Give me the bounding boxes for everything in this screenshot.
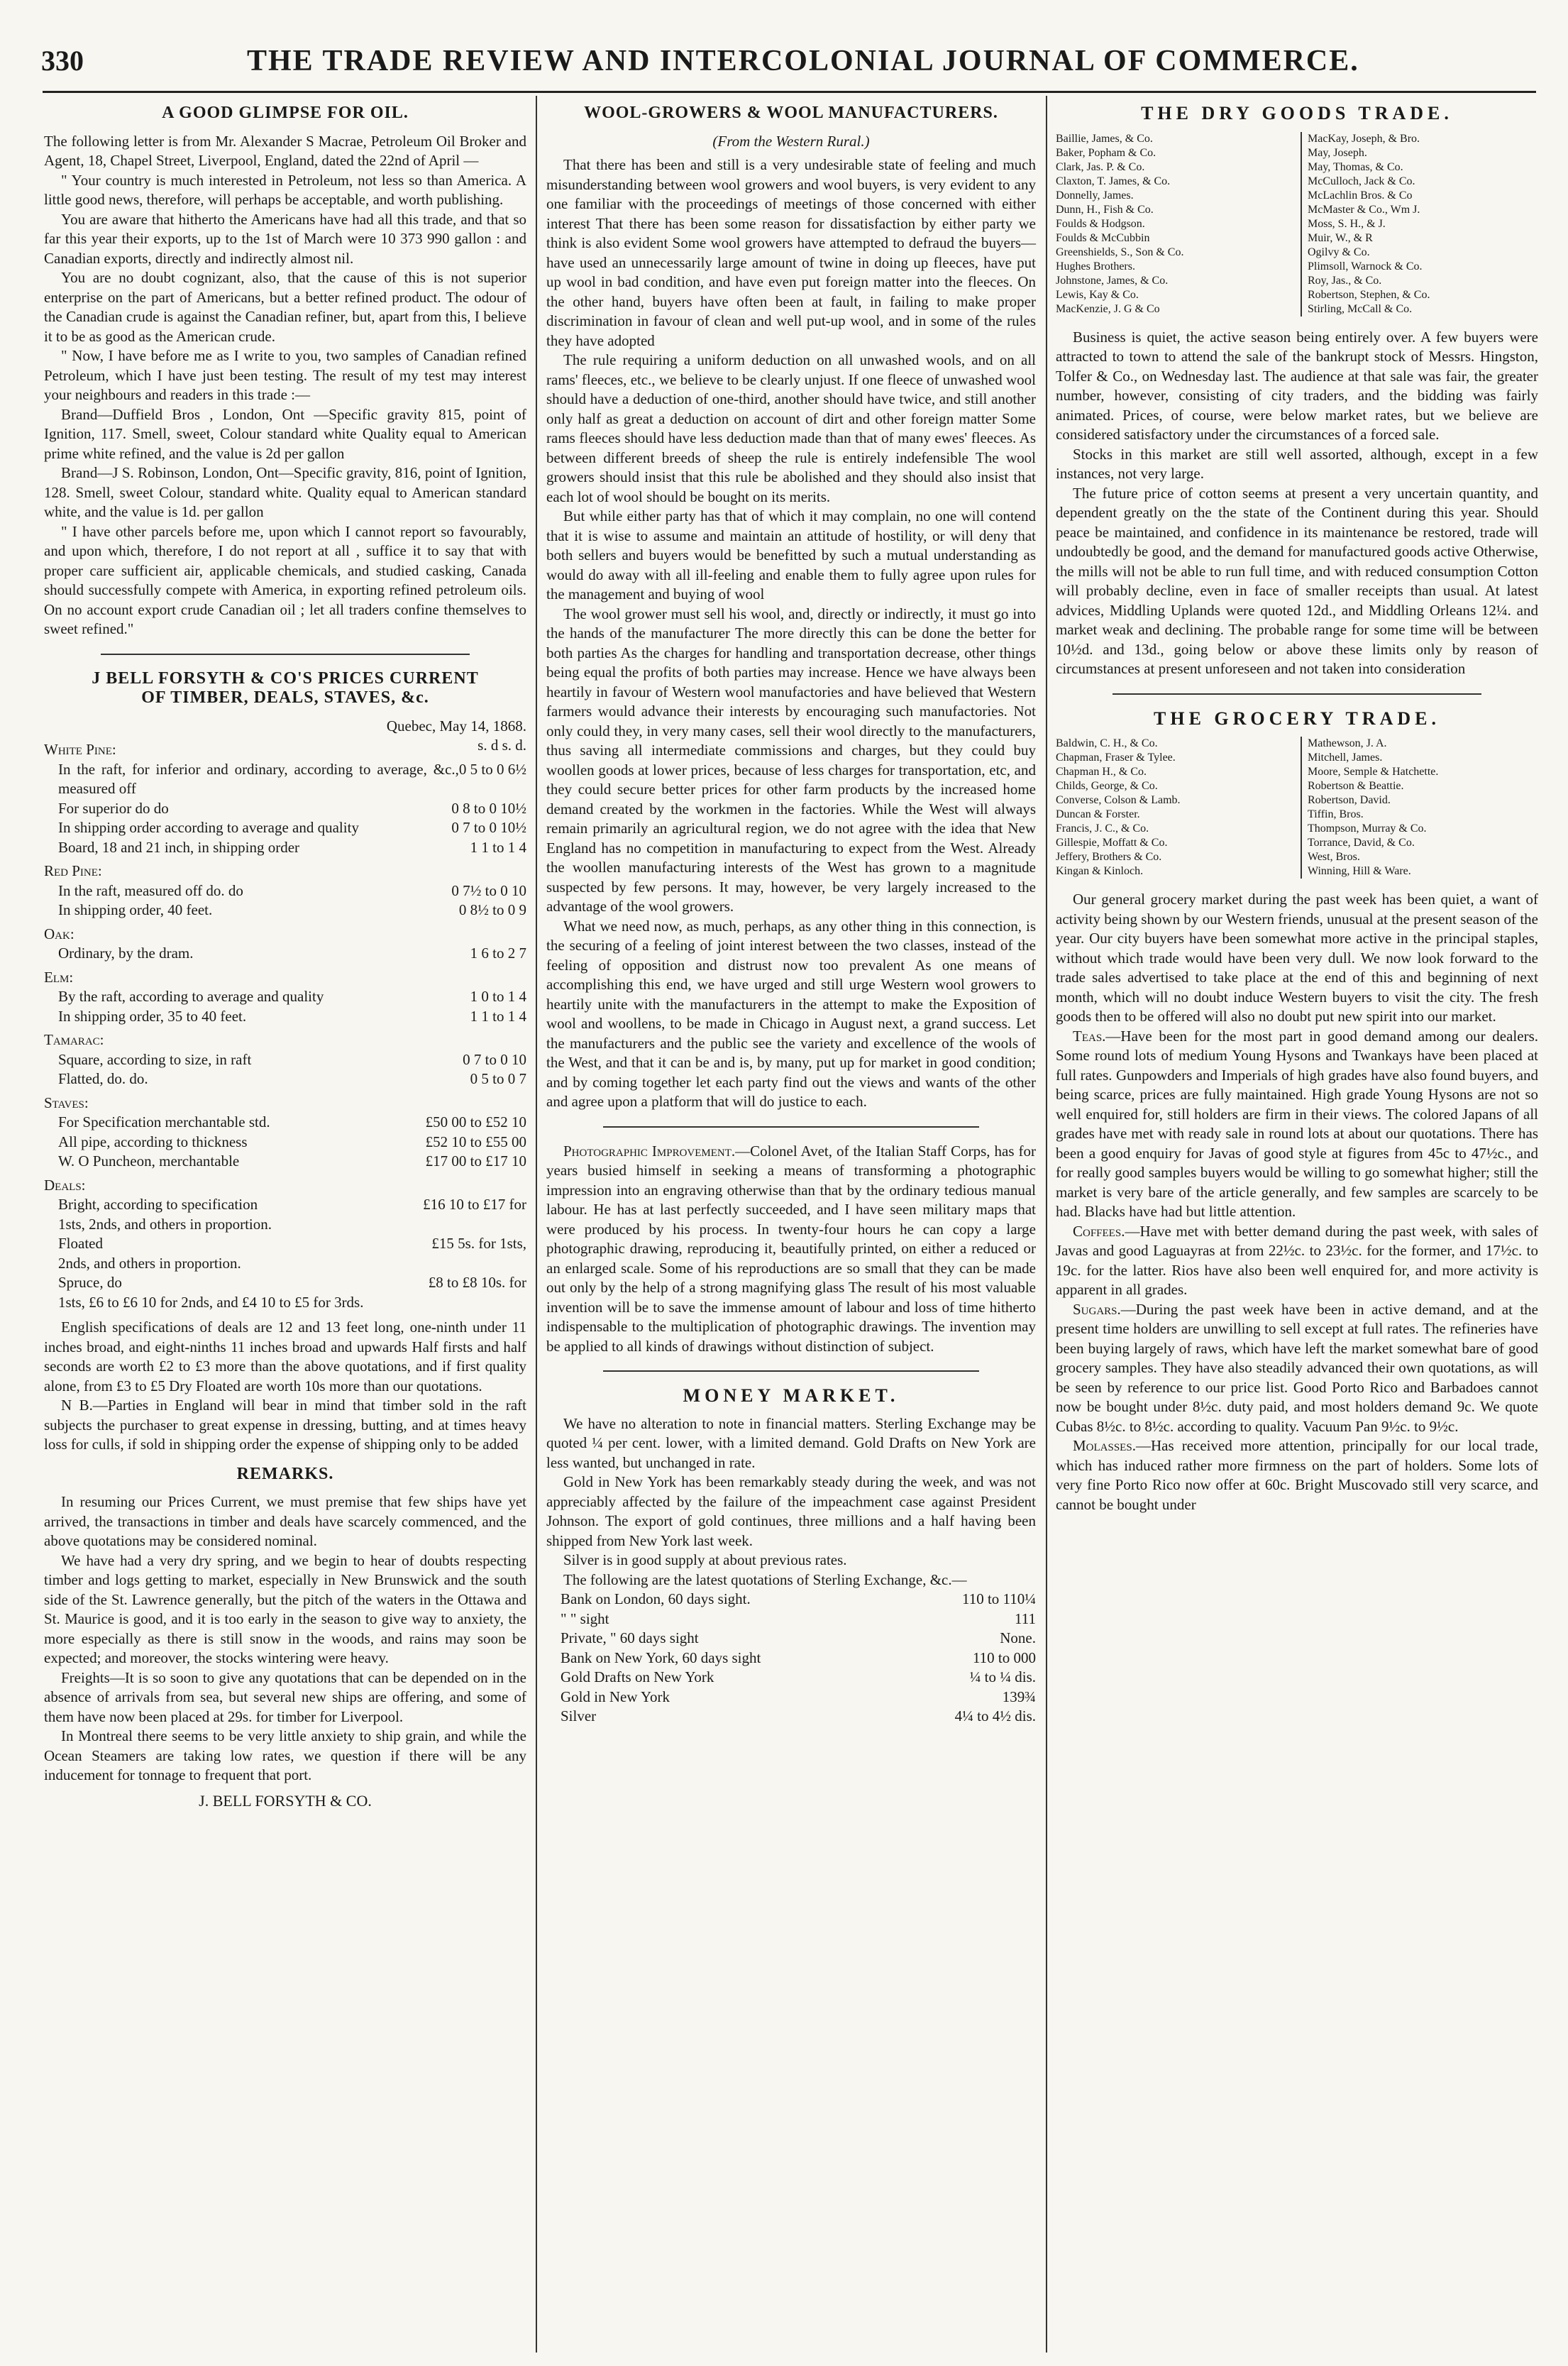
remarks-heading: REMARKS. [236,1464,334,1483]
column-divider [1046,96,1047,2353]
photo-text: —Colonel Avet, of the Italian Staff Corps, has for years busied himself in seeking a means of transforming a photographic impression into an engraving otherwise than that by the ordinary tedious manual labour. He has at last perfectly succeeded, and I have seen military maps that were produced by his process. In twenty-four hours he can copy a large photographic drawing, reproducing it, beautifully printed, on either a reduced or an enlarged scale. Some of his reproductions are so small that they can be made out only by the help of a strong magnifying glass The result of his most valuable invention will be to save the immense amount of labour and loss of time hitherto indispensable to the multiplication of photographic drawings. The invention may be applied to all kinds of drawings without distinction of subject. [546,1142,1036,1355]
price-value: 1 1 to 1 4 [470,838,526,856]
price-label: Bright, according to specification [58,1196,258,1213]
firm-name: Baker, Popham & Co. [1056,146,1156,159]
firm-name: May, Joseph. [1308,146,1367,159]
price-label: All pipe, according to thickness [58,1133,248,1150]
price-value: £50 00 to £52 10 [425,1113,526,1130]
category-label: Tamarac: [44,1031,104,1048]
elm-table [44,987,526,1026]
price-label: Flatted, do. do. [58,1070,148,1087]
firm-name: MacKay, Joseph, & Bro. [1308,132,1420,145]
oak-table [44,944,526,964]
firm-name: Mathewson, J. A. [1308,737,1387,749]
remarks-paragraph: In Montreal there seems to be very little anxiety to ship grain, and while the Ocean Steamers are taking low rates, we question if there will be any inducement for tonnage to frequent that port. [44,1727,526,1783]
price-value: 1 1 to 1 4 [470,1007,526,1025]
category-label: Elm: [44,968,74,986]
firm-name: Chapman, Fraser & Tylee. [1056,752,1176,764]
price-value: 0 7½ to 0 10 [451,881,526,899]
prices-heading: J BELL FORSYTH & CO'S PRICES CURRENT [92,668,479,688]
firm-name: Dunn, H., Fish & Co. [1056,203,1154,216]
price-label: For Specification merchantable std. [58,1113,270,1130]
price-value: £52 10 to £55 00 [425,1133,526,1150]
price-value: 139¾ [1002,1688,1036,1705]
price-row [44,901,526,920]
firm-name: Torrance, David, & Co. [1308,837,1415,849]
photo-lead: Photographic Improvement. [563,1142,736,1160]
grocery-firm-list [1056,737,1538,879]
firm-name: Greenshields, S., Son & Co. [1056,246,1184,258]
firm-name: Foulds & McCubbin [1056,231,1150,244]
remarks-paragraph: In resuming our Prices Current, we must premise that few ships have yet arrived, the transactions in timber and deals have scarcely commenced, and the above quotations may be considered nominal. [44,1493,526,1549]
grocery-paragraph [1056,1436,1538,1514]
price-label: Gold Drafts on New York [561,1668,714,1685]
firm-name: Kingan & Kinloch. [1056,865,1144,877]
price-value: 0 5 to 0 6½ [458,760,526,778]
firm-name: McLachlin Bros. & Co [1308,189,1413,202]
wool-paragraph: The rule requiring a uniform deduction on all unwashed wools, and on all rams' fleeces, etc., we believe to be clearly unjust. If one fleece of unwashed wool should have a deduction of one-third, another should have twice, and still another only half as great a deduction on account of dirt and other foreign matter Some rams fleeces should have less deduction made than that of many ewes' fleeces. As between different breeds of sheep the rule is entirely indefensible The wool growers should insist that this rule be abolished and they should also insist that each lot of wool should be bought on its merits. [546,351,1036,505]
oil-paragraph: " Now, I have before me as I write to you, two samples of Canadian refined Petroleum, which I have just been testing. The result of my test may interest your neighbours and readers in this trade :— [44,347,526,403]
coffees-text: —Have met with better demand during the past week, with sales of Javas and good Laguayras at from 22½c. to 23½c. for the former, and 17½c. to 19c. for the latter. Rios have also been well enquired for, and more activity is apparent in all grades. [1056,1222,1538,1298]
price-label: For superior do do [58,799,169,817]
column-units: s. d s. d. [477,737,526,754]
price-row [44,1069,526,1089]
prices-dateline: Quebec, May 14, 1868. [386,717,526,734]
column-left [44,99,526,1810]
firm-name: Moore, Semple & Hatchette. [1308,766,1439,778]
firm-list-right [1301,132,1538,317]
price-value: £8 to £8 10s. for [428,1274,526,1291]
dry-goods-paragraph: Business is quiet, the active season being entirely over. A few buyers were attracted to town to attend the sale of the bankrupt stock of Messrs. Hingston, Tolfer & Co., on Wednesday last. The audience at that sale was fair, the greater number, however, consisting of city traders, and the bidding was fairly animated. Prices, of course, were below market rates, but we believe are considered satisfactory under the circumstances of a forced sale. [1056,328,1538,443]
firm-name: Gillespie, Moffatt & Co. [1056,837,1168,849]
money-paragraph: Gold in New York has been remarkably steady during the week, and was not appreciably affected by the failure of the impeachment case against President Johnson. The export of gold continues, three millions and a half having been shipped from New York last week. [546,1473,1036,1549]
oil-paragraph: You are no doubt cognizant, also, that the cause of this is not superior enterprise on the part of Americans, but a better refined product. The odour of the Canadian crude is against the Canadian refiner, but, apart from this, I believe it to be as good as the American crude. [44,269,526,345]
oil-paragraph: " Your country is much interested in Petroleum, not less so than America. A little good news, therefore, will perhaps be acceptable, and worth publishing. [44,171,526,208]
category-label: Deals: [44,1176,86,1194]
price-row [44,1113,526,1133]
price-row [546,1649,1036,1668]
firm-name: Converse, Colson & Lamb. [1056,794,1181,806]
firm-name: Plimsoll, Warnock & Co. [1308,260,1423,273]
price-value: 0 7 to 0 10 [463,1050,526,1068]
price-row [44,799,526,819]
dry-goods-heading: THE DRY GOODS TRADE. [1141,103,1453,123]
price-row [546,1590,1036,1610]
firm-name: Francis, J. C., & Co. [1056,822,1149,835]
firm-name: McMaster & Co., Wm J. [1308,203,1420,216]
staves-table [44,1113,526,1172]
sugars-text: —During the past week have been in active demand, and at the present time holders are unwilling to sell except at full rates. The refineries have been buying largely of raws, which have left the market somewhat bare of good grocery samples. They have also steadily advanced their own quotations, as will be seen by reference to our price list. Good Porto Rico and Barbadoes cannot now be bought under 8½c. duty paid, and most holders demand 9c. We quote Cubas 8½c. to 8½c. according to quality. Vacuum Pan 9½c. to 9½c. [1056,1300,1538,1435]
signature: J. BELL FORSYTH & CO. [199,1791,372,1810]
oil-paragraph: The following letter is from Mr. Alexander S Macrae, Petroleum Oil Broker and Agent, 18, Chapel Street, Liverpool, England, dated the 22nd of April — [44,132,526,169]
prices-note: N B.—Parties in England will bear in mind that timber sold in the raft subjects the purchaser to great expense in dressing, butting, and at times heavy loss for culls, if sold in shipping order the expense of shipping only to be added [44,1397,526,1453]
price-value: 0 8½ to 0 9 [458,901,526,918]
tamarac-table [44,1050,526,1089]
photo-paragraph [546,1142,1036,1357]
white-pine-table [44,760,526,858]
price-row [44,1293,526,1313]
firm-name: Duncan & Forster. [1056,808,1140,820]
price-row [44,1215,526,1235]
money-paragraph: The following are the latest quotations of Sterling Exchange, &c.— [563,1570,967,1588]
firm-name: Donnelly, James. [1056,189,1134,202]
firm-name: Chapman H., & Co. [1056,766,1147,778]
firm-name: Thompson, Murray & Co. [1308,822,1427,835]
wool-heading: WOOL-GROWERS & WOOL MANUFACTURERS. [584,104,998,122]
price-row [44,944,526,964]
firm-name: Johnstone, James, & Co. [1056,274,1169,287]
section-rule [603,1126,979,1128]
price-value: 111 [1015,1610,1036,1627]
firm-name: Moss, S. H., & J. [1308,217,1386,230]
firm-name: Robertson, David. [1308,794,1391,806]
price-value: 0 7 to 0 10½ [451,819,526,836]
grocery-paragraph [1056,1027,1538,1222]
firm-name: Baillie, James, & Co. [1056,132,1153,145]
firm-name: Foulds & Hodgson. [1056,217,1145,230]
oil-paragraph: You are aware that hitherto the Americans have had all this trade, and that so far this year their exports, up to the 1st of March were 10 373 990 gallon : and Canadian exports, directly and indirectly almost nil. [44,210,526,267]
firm-list-left [1056,132,1293,317]
category-label: White Pine: [44,741,116,758]
firm-name: Clark, Jas. P. & Co. [1056,160,1145,173]
price-value: £16 10 to £17 for [423,1196,526,1213]
firm-name: Claxton, T. James, & Co. [1056,175,1171,187]
red-pine-table [44,881,526,920]
remarks-paragraph: Freights—It is so soon to give any quotations that can be depended on in the absence of arrivals from sea, but several new ships are offering, and some of them have now been placed at 29s. for timber for Liverpool. [44,1668,526,1725]
price-label: In the raft, measured off do. do [58,881,243,899]
remarks-paragraph: We have had a very dry spring, and we begin to hear of doubts respecting timber and logs getting to market, especially in New Brunswick and the south side of the St. Lawrence generally, but the pitch of the waters in the Ottawa and St. Maurice is good, and it is too early in the season to give way to anxiety, the more especially as there is still snow in the woods, and rains may soon be expected; and moreover, the stocks wintering were heavy. [44,1551,526,1666]
dry-goods-paragraph: Stocks in this market are still well assorted, although, except in a few instances, not very large. [1056,445,1538,482]
grocery-heading: THE GROCERY TRADE. [1154,708,1440,729]
prices-heading-sub: OF TIMBER, DEALS, STAVES, &c. [141,688,429,707]
price-row [44,1133,526,1152]
firm-name: West, Bros. [1308,851,1360,863]
price-label: 1sts, £6 to £6 10 for 2nds, and £4 10 to £5 for 3rds. [58,1293,364,1311]
price-label: In the raft, for inferior and ordinary, according to average, &c., measured off [58,760,459,797]
price-label: 1sts, 2nds, and others in proportion. [58,1215,272,1233]
journal-title: THE TRADE REVIEW AND INTERCOLONIAL JOURNAL OF COMMERCE. [247,45,1359,77]
wool-paragraph: What we need now, as much, perhaps, as any other thing in this connection, is the securing of a feeling of joint interest between the two classes, instead of the feeling of opposition and distrust now too prevalent As one means of accomplishing this end, we have urged and still urge Western wool growers to heartily unite with the manufacturers in the attempt to make the Exposition of wool and woollens, to be made in Chicago in August next, a grand success. Let the manufacturers and the public see the variety and excellence of the wools of the West, and that it can be and is, by many, put up for market in good condition; and by coming together let each party find out the views and wants of the other and agree upon a platform that will do justice to each. [546,917,1036,1110]
price-label: Board, 18 and 21 inch, in shipping order [58,838,300,856]
dry-goods-paragraph: The future price of cotton seems at present a very uncertain quantity, and dependent greatly on the the state of the Continent during this year. Should peace be maintained, and confidence in its maintenance be restored, trade will undoubtedly be good, and the demand for manufactured goods active Otherwise, the mills will not be able to run full time, and with reduced consumption Cotton will probably decline, even in face of smaller receipts than usual. At latest advices, Middling Uplands were quoted 12d., and Middling Orleans 12¼. and market weak and declining. The probable range for some time will be between 10½d. and 13d., going below or above these limits only by reason of circumstances at present unforeseen and not taken into consideration [1056,484,1538,677]
firm-name: Ogilvy & Co. [1308,246,1370,258]
oil-paragraph: Brand—J S. Robinson, London, Ont—Specific gravity, 816, point of Ignition, 128. Smell, sweet Colour, standard white. Quality equal to American standard white, and the value is 1d. per gallon [44,464,526,520]
firm-name: Childs, George, & Co. [1056,780,1158,792]
firm-name: Robertson, Stephen, & Co. [1308,288,1430,301]
price-row [546,1629,1036,1649]
category-label: Oak: [44,925,74,942]
price-label: In shipping order according to average and quality [58,819,359,836]
price-value: 110 to 000 [972,1649,1036,1666]
price-row [44,760,526,799]
price-value: ¼ to ¼ dis. [969,1668,1036,1685]
wool-paragraph: But while either party has that of which it may complain, no one will contend that it is wise to assume and maintain an attitude of hostility, or will deny that both sellers and buyers would be benefitted by such a mutual understanding as would do away with all ill-feeling and enable them to fully agree upon rules for the management and buying of wool [546,507,1036,602]
price-label: " " sight [561,1610,609,1627]
price-value: 0 5 to 0 7 [470,1070,526,1087]
price-label: Bank on New York, 60 days sight [561,1649,761,1666]
price-label: Private, " 60 days sight [561,1629,699,1646]
price-label: Ordinary, by the dram. [58,945,194,962]
grocery-paragraph [1056,1300,1538,1437]
firm-name: McCulloch, Jack & Co. [1308,175,1415,187]
price-value: £17 00 to £17 10 [425,1152,526,1170]
firm-name: Tiffin, Bros. [1308,808,1364,820]
firm-name: Robertson & Beattie. [1308,780,1404,792]
price-value: 0 8 to 0 10½ [451,799,526,817]
page-number: 330 [41,45,84,77]
firm-name: Winning, Hill & Ware. [1308,865,1411,877]
price-label: By the raft, according to average and quality [58,988,324,1005]
exchange-rates-table [546,1590,1036,1727]
price-value: 4¼ to 4½ dis. [954,1707,1036,1724]
dry-goods-firm-list [1056,132,1538,317]
oil-paragraph: Brand—Duffield Bros , London, Ont —Specific gravity 815, point of Ignition, 117. Smell, sweet, Colour standard white Quality equal to American prime white refined, and the value is 2d per gallon [44,405,526,462]
column-middle [546,99,1036,1727]
price-row [44,1152,526,1172]
category-label: Staves: [44,1094,89,1111]
price-row [546,1610,1036,1629]
firm-name: Hughes Brothers. [1056,260,1135,273]
price-label: W. O Puncheon, merchantable [58,1152,240,1170]
deals-table [44,1195,526,1312]
price-value: 1 0 to 1 4 [470,988,526,1005]
price-label: Spruce, do [58,1274,122,1291]
teas-lead: Teas. [1073,1027,1106,1045]
money-paragraph: We have no alteration to note in financial matters. Sterling Exchange may be quoted ¼ per cent. lower, with a limited demand. Gold Drafts on New York are less wanted, but unchanged in rate. [546,1414,1036,1471]
masthead [41,44,1531,78]
oil-paragraph: " I have other parcels before me, upon which I cannot report so favourably, and upon which, therefore, I do not report at all , suffice it to say that with proper care sufficient air, applicable chemicals, and studied casking, Canada should successfully compete with America, in exporting refined petroleum oils. On no account export crude Canadian oil ; let all traders confine themselves to sweet refined." [44,522,526,637]
price-label: 2nds, and others in proportion. [58,1254,241,1272]
column-divider [536,96,537,2353]
wool-paragraph: The wool grower must sell his wool, and, directly or indirectly, it must go into the hands of the manufacturer The more directly this can be done the better for both parties As the charges for handling and transportation decrease, other things being equal the profits of both parties may increase. Hence we have always been heartily in favour of Western wool manufactories and have believed that Western farmers would advance their interests by encouraging such manufactories. Not only could they, in very many cases, sell their wool directly to the manufacturers, thus saving all intermediate commissions and charges, but they could buy woollen goods at lower prices, because of less charges for transportation, etc, and they could secure better prices for other farm products by the increased home demand created by the workmen in the factories. While the West will always remain primarily an agricultural region, we do not agree with the idea that New England has no competition in manufacturing to expect from the West. Already the woollen manufacturing interests of the West has grown to a magnitude suspected by few persons. It may, however, be very largely increased to the advantage of the wool growers. [546,605,1036,915]
category-label: Red Pine: [44,862,102,879]
price-label: In shipping order, 35 to 40 feet. [58,1007,247,1025]
price-label: Floated [58,1235,103,1252]
molasses-text: —Has received more attention, principally for our local trade, which has induced rather more firmness on the part of holders. Some lots of very fine Porto Rico now offer at 60c. Bright Muscovado still very scarce, and cannot be bought under [1056,1437,1538,1513]
firm-list-left [1056,737,1293,879]
price-row [44,881,526,901]
wool-source: (From the Western Rural.) [712,132,870,150]
section-rule [101,654,470,655]
price-row [546,1668,1036,1688]
money-paragraph: Silver is in good supply at about previous rates. [563,1551,847,1568]
price-row [546,1688,1036,1707]
section-rule [1112,693,1481,695]
price-row [44,1234,526,1254]
molasses-lead: Molasses. [1073,1437,1136,1454]
firm-name: Stirling, McCall & Co. [1308,302,1413,315]
price-value: 110 to 110¼ [961,1590,1036,1607]
price-row [44,1050,526,1070]
money-heading: MONEY MARKET. [683,1385,900,1406]
firm-name: Jeffery, Brothers & Co. [1056,851,1162,863]
wool-paragraph: That there has been and still is a very undesirable state of feeling and much misunderstanding between wool growers and wool buyers, is very evident to any one familiar with the proceedings of meetings of those concerned with either interest That there has been some reason for dissatisfaction by either party we think is also evident Some wool growers have attempted to defraud the buyers—have used an unnecessarily large amount of twine in doing up fleeces, have put up wool in bad condition, and have even put foreign matter into the fleeces. On the other hand, buyers have often been at fault, in failing to make proper discrimination in favour of clean and well put-up wool, and in some of the rules they have adopted [546,156,1036,349]
price-row [44,838,526,858]
price-value: 1 6 to 2 7 [470,945,526,962]
price-row [44,987,526,1007]
firm-name: Roy, Jas., & Co. [1308,274,1382,287]
coffees-lead: Coffees. [1073,1222,1125,1240]
price-row [546,1707,1036,1727]
price-row [44,818,526,838]
column-right [1056,99,1538,1514]
sugars-lead: Sugars. [1073,1300,1121,1318]
grocery-paragraph: Our general grocery market during the past week has been quiet, a want of activity being shown by our Western friends, unusual at the present season of the year. Our city buyers have been somewhat more active in the principal staples, without which trade would have been very dull. We now look forward to the trade sales advertised to take place at the end of this and beginning of next month, which will no doubt induce Western buyers to visit the city. The fresh goods then to be offered will also no doubt put new spirit into our market. [1056,891,1538,1025]
price-category-header [44,736,526,760]
price-label: Bank on London, 60 days sight. [561,1590,751,1607]
price-row [44,1195,526,1215]
teas-text: —Have been for the most part in good demand among our dealers. Some round lots of medium Young Hysons and Twankays have been placed at full rates. Gunpowders and Imperials of high grades have also found buyers, and being scarce, prices are fully maintained. High grade Young Hysons are not so well enquired for, still holders are firm in their views. The colored Japans of all grades have met with ready sale in round lots at about our quotations. There has been a good enquiry for Javas of good style at figures from 45c to 47½c., and for really good samples buyers would be willing to go somewhat higher; still the market is very bare of the article generally, and few samples are scarcely to be had. Blacks have had but little attention. [1056,1027,1538,1220]
firm-name: Lewis, Kay & Co. [1056,288,1139,301]
price-row [44,1273,526,1293]
masthead-rule [43,91,1536,93]
grocery-paragraph [1056,1222,1538,1300]
price-label: Square, according to size, in raft [58,1050,252,1068]
price-value: None. [1000,1629,1036,1646]
firm-name: Mitchell, James. [1308,752,1383,764]
firm-name: MacKenzie, J. G & Co [1056,302,1160,315]
firm-name: Baldwin, C. H., & Co. [1056,737,1158,749]
price-row [44,1254,526,1274]
firm-name: May, Thomas, & Co. [1308,160,1403,173]
prices-note: English specifications of deals are 12 and 13 feet long, one-ninth under 11 inches broad, and eight-ninths 11 inches broad and upwards Half firsts and half seconds are worth £2 to £3 more than the above quotations, and if first quality alone, from £3 to £5 Dry Floated are worth 10s more than our quotations. [44,1319,526,1394]
section-rule [603,1370,979,1372]
price-label: Silver [561,1707,597,1724]
firm-name: Muir, W., & R [1308,231,1373,244]
oil-heading: A GOOD GLIMPSE FOR OIL. [162,104,409,122]
price-label: Gold in New York [561,1688,670,1705]
firm-list-right [1301,737,1538,879]
price-label: In shipping order, 40 feet. [58,901,213,918]
price-row [44,1007,526,1027]
price-value: £15 5s. for 1sts, [431,1235,526,1252]
